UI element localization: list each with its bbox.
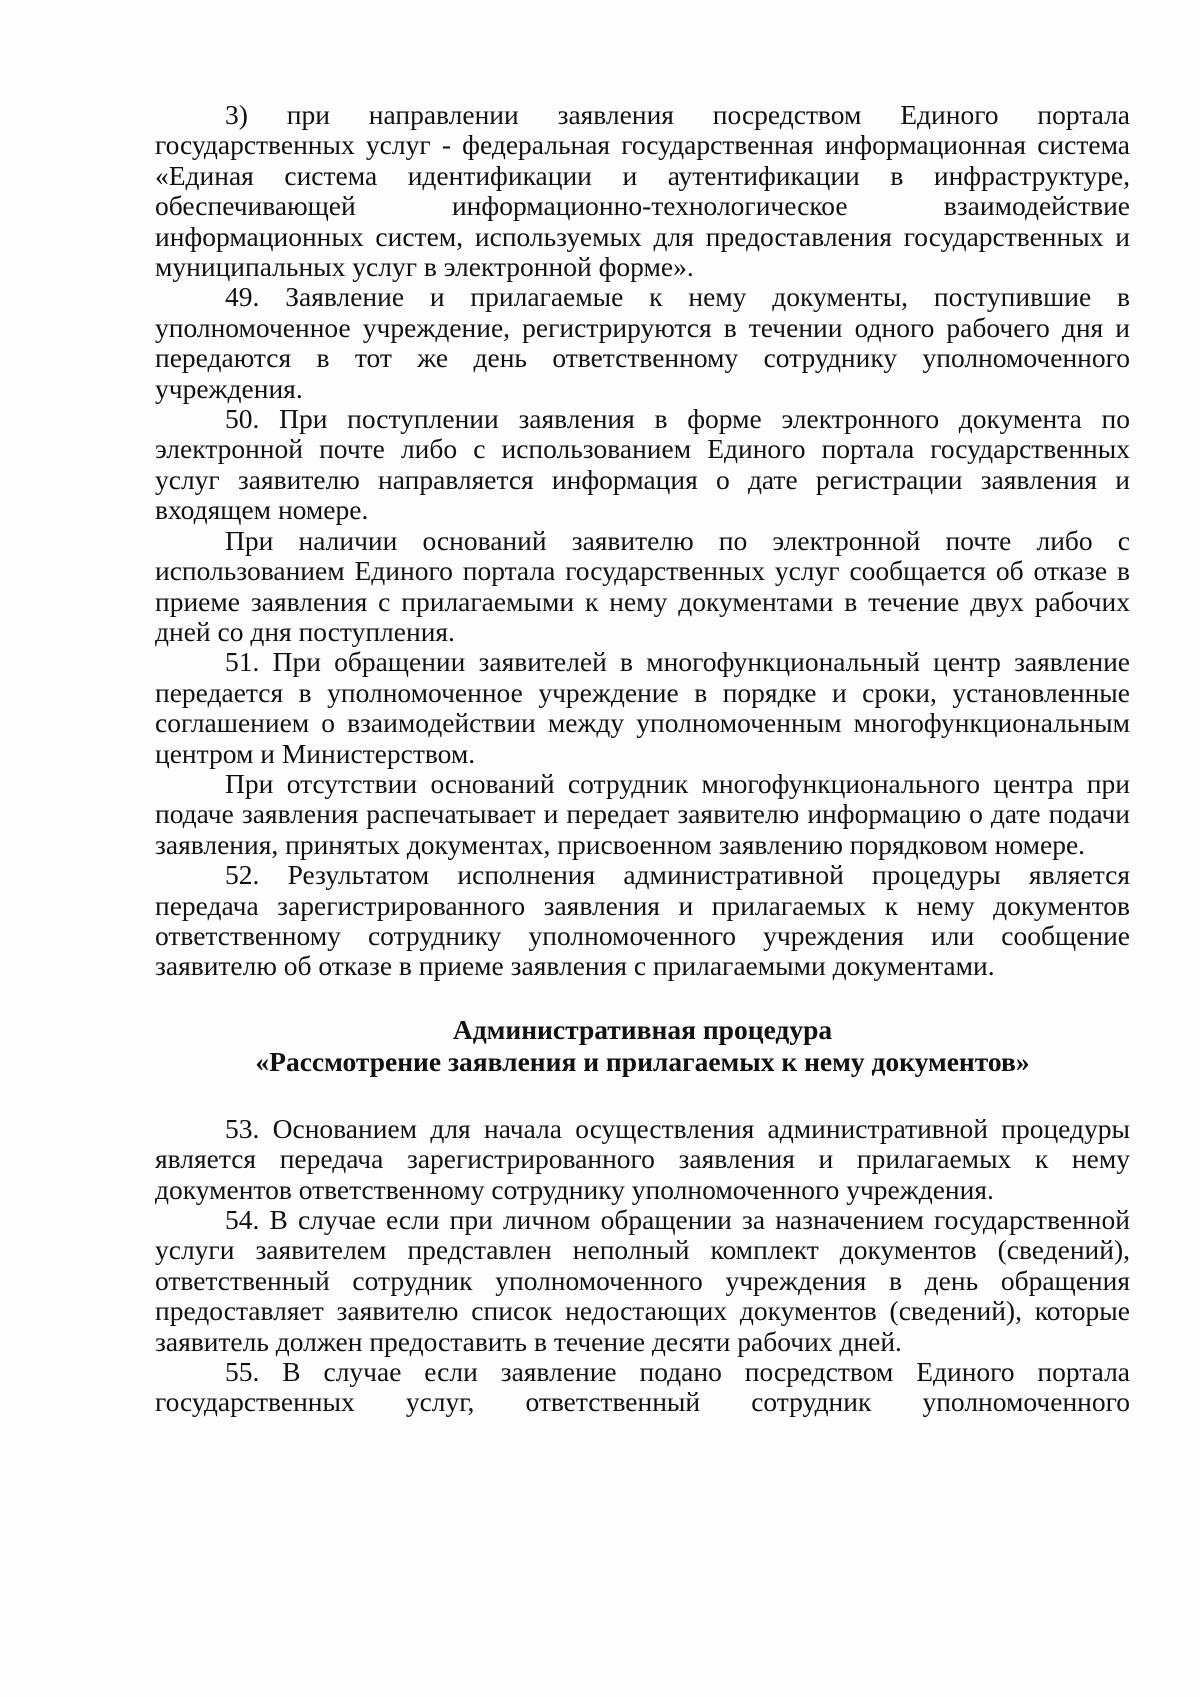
section-heading-line-1: Административная процедура (452, 1013, 833, 1045)
paragraph-50-continued: При наличии оснований заявителю по электронной почте либо с использованием Единого портала государственных услуг сообщается об отказе в приеме заявления с прилагаемыми к нему документами в течение двух рабочих дней со дня поступления. (155, 524, 1130, 647)
paragraph-52: 52. Результатом исполнения административной процедуры является передача зарегистрированного заявления и прилагаемых к нему документов ответственному сотруднику уполномоченного учреждения или сообщение заявителю об отказе в приеме заявления с прилагаемыми документами. (155, 859, 1130, 982)
section-heading (155, 1014, 1130, 1078)
paragraph-55: 55. В случае если заявление подано посредством Единого портала государственных услуг, ответственный сотрудник уполномоченного (155, 1356, 1130, 1418)
document-body (155, 100, 1130, 1418)
paragraph-54: 54. В случае если при личном обращении за назначением государственной услуги заявителем представлен неполный комплект документов (сведений), ответственный сотрудник уполномоченного учреждения в день обращения предоставляет заявителю список недостающих документов (сведений), которые заявитель должен предоставить в течение десяти рабочих дней. (155, 1204, 1130, 1357)
paragraph-53: 53. Основанием для начала осуществления административной процедуры является передача зарегистрированного заявления и прилагаемых к нему документов ответственному сотруднику уполномоченного учреждения. (155, 1112, 1130, 1205)
paragraph-51-continued: При отсутствии оснований сотрудник многофункционального центра при подаче заявления распечатывает и передает заявителю информацию о дате подачи заявления, принятых документах, присвоенном заявлению порядковом номере. (155, 767, 1130, 860)
paragraph-item-3: 3) при направлении заявления посредством Единого портала государственных услуг - федеральная государственная информационная система «Единая система идентификации и аутентификации в инфраструктуре, обеспечивающей информационно-технологическое взаимодействие информационных систем, используемых для предоставления государственных и муниципальных услуг в электронной форме». (155, 99, 1130, 283)
paragraph-49: 49. Заявление и прилагаемые к нему документы, поступившие в уполномоченное учреждение, регистрируются в течении одного рабочего дня и передаются в тот же день ответственному сотруднику уполномоченного учреждения. (155, 281, 1130, 404)
section-heading-line-2: «Рассмотрение заявления и прилагаемых к нему документов» (255, 1045, 1030, 1077)
paragraph-51: 51. При обращении заявителей в многофункциональный центр заявление передается в уполномоченное учреждение в порядке и сроки, установленные соглашением о взаимодействии между уполномоченным многофункциональным центром и Министерством. (155, 646, 1130, 769)
paragraph-50: 50. При поступлении заявления в форме электронного документа по электронной почте либо с использованием Единого портала государственных услуг заявителю направляется информация о дате регистрации заявления и входящем номере. (155, 403, 1130, 526)
